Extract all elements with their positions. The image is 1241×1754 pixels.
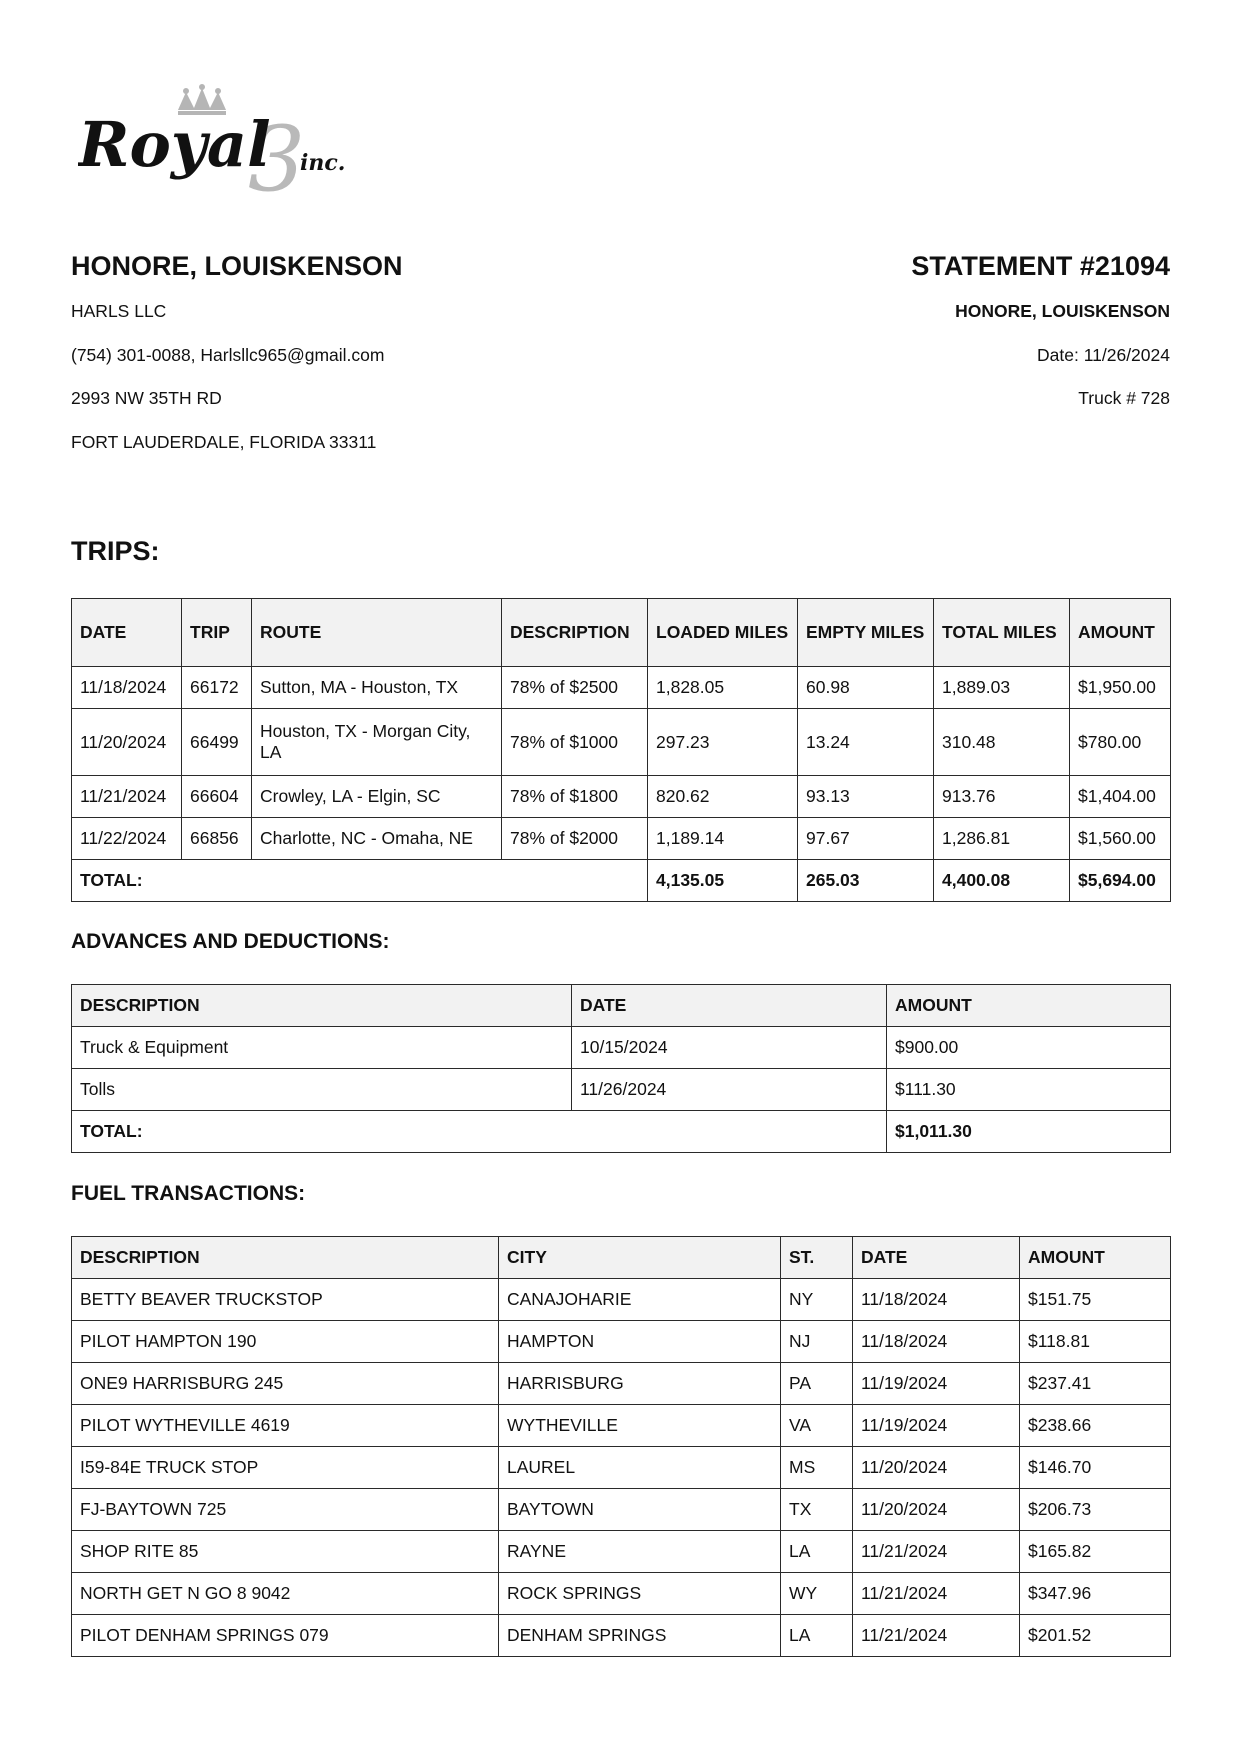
column-header: ST. — [781, 1237, 853, 1279]
table-cell: 11/21/2024 — [853, 1615, 1020, 1657]
column-header: DESCRIPTION — [502, 599, 648, 667]
table-cell: 11/18/2024 — [72, 667, 182, 709]
table-cell: Tolls — [72, 1069, 572, 1111]
column-header: EMPTY MILES — [798, 599, 934, 667]
table-cell: NJ — [781, 1321, 853, 1363]
table-cell: DENHAM SPRINGS — [499, 1615, 781, 1657]
table-cell: Charlotte, NC - Omaha, NE — [252, 818, 502, 860]
table-cell: 11/20/2024 — [853, 1447, 1020, 1489]
table-row — [72, 1615, 1171, 1657]
table-cell: Crowley, LA - Elgin, SC — [252, 776, 502, 818]
table-cell: 310.48 — [934, 709, 1070, 776]
table-cell: CANAJOHARIE — [499, 1279, 781, 1321]
table-cell: $111.30 — [887, 1069, 1171, 1111]
column-header: AMOUNT — [1070, 599, 1171, 667]
table-cell: 78% of $2500 — [502, 667, 648, 709]
advances-title: ADVANCES AND DEDUCTIONS: — [71, 930, 390, 953]
table-cell: Houston, TX - Morgan City, LA — [252, 709, 502, 776]
table-cell: 66604 — [182, 776, 252, 818]
table-header-row — [72, 985, 1171, 1027]
column-header: LOADED MILES — [648, 599, 798, 667]
statement-driver-name: HONORE, LOUISKENSON — [955, 301, 1170, 321]
table-row — [72, 1363, 1171, 1405]
table-cell: $201.52 — [1020, 1615, 1171, 1657]
table-row — [72, 709, 1171, 776]
table-cell: $165.82 — [1020, 1531, 1171, 1573]
table-cell: VA — [781, 1405, 853, 1447]
table-cell: 11/19/2024 — [853, 1363, 1020, 1405]
column-header: TRIP — [182, 599, 252, 667]
table-cell: 11/21/2024 — [853, 1531, 1020, 1573]
table-cell: TX — [781, 1489, 853, 1531]
total-label: TOTAL: — [72, 860, 648, 902]
table-cell: NORTH GET N GO 8 9042 — [72, 1573, 499, 1615]
total-empty-miles: 265.03 — [798, 860, 934, 902]
table-cell: PILOT DENHAM SPRINGS 079 — [72, 1615, 499, 1657]
table-cell: 78% of $2000 — [502, 818, 648, 860]
table-cell: $1,404.00 — [1070, 776, 1171, 818]
advances-table — [71, 984, 1171, 1153]
table-cell: $237.41 — [1020, 1363, 1171, 1405]
table-cell: 11/21/2024 — [72, 776, 182, 818]
table-cell: HARRISBURG — [499, 1363, 781, 1405]
table-row — [72, 1405, 1171, 1447]
table-cell: FJ-BAYTOWN 725 — [72, 1489, 499, 1531]
table-cell: WYTHEVILLE — [499, 1405, 781, 1447]
table-cell: 97.67 — [798, 818, 934, 860]
table-cell: 66499 — [182, 709, 252, 776]
table-cell: 1,286.81 — [934, 818, 1070, 860]
company-logo — [78, 78, 398, 198]
table-total-row — [72, 1111, 1171, 1153]
table-cell: 78% of $1000 — [502, 709, 648, 776]
table-cell: SHOP RITE 85 — [72, 1531, 499, 1573]
column-header: DATE — [72, 599, 182, 667]
table-cell: 11/18/2024 — [853, 1321, 1020, 1363]
table-row — [72, 1321, 1171, 1363]
logo-graphic — [78, 78, 398, 198]
table-cell: $151.75 — [1020, 1279, 1171, 1321]
driver-info — [71, 246, 631, 465]
address-line-1: 2993 NW 35TH RD — [71, 388, 222, 409]
table-cell: 1,889.03 — [934, 667, 1070, 709]
total-loaded-miles: 4,135.05 — [648, 860, 798, 902]
trips-title: TRIPS: — [71, 536, 160, 566]
statement-number: STATEMENT #21094 — [911, 251, 1170, 281]
table-cell: ROCK SPRINGS — [499, 1573, 781, 1615]
table-cell: 93.13 — [798, 776, 934, 818]
table-cell: LA — [781, 1531, 853, 1573]
table-cell: $118.81 — [1020, 1321, 1171, 1363]
table-cell: Truck & Equipment — [72, 1027, 572, 1069]
fuel-title: FUEL TRANSACTIONS: — [71, 1182, 306, 1205]
table-cell: BAYTOWN — [499, 1489, 781, 1531]
table-header-row — [72, 599, 1171, 667]
table-cell: 10/15/2024 — [572, 1027, 887, 1069]
table-cell: PA — [781, 1363, 853, 1405]
fuel-table — [71, 1236, 1171, 1657]
column-header: DATE — [572, 985, 887, 1027]
statement-date: Date: 11/26/2024 — [1037, 344, 1170, 365]
total-amount: $1,011.30 — [887, 1111, 1171, 1153]
table-cell: WY — [781, 1573, 853, 1615]
table-cell: 297.23 — [648, 709, 798, 776]
truck-number: Truck # 728 — [1078, 388, 1170, 409]
table-cell: 66856 — [182, 818, 252, 860]
total-miles: 4,400.08 — [934, 860, 1070, 902]
table-cell: BETTY BEAVER TRUCKSTOP — [72, 1279, 499, 1321]
column-header: DESCRIPTION — [72, 1237, 499, 1279]
table-cell: 11/19/2024 — [853, 1405, 1020, 1447]
table-cell: 78% of $1800 — [502, 776, 648, 818]
table-row — [72, 1489, 1171, 1531]
table-cell: 11/21/2024 — [853, 1573, 1020, 1615]
table-cell: 11/26/2024 — [572, 1069, 887, 1111]
table-cell: 11/20/2024 — [72, 709, 182, 776]
company-name: HARLS LLC — [71, 301, 167, 321]
table-row — [72, 776, 1171, 818]
table-cell: $206.73 — [1020, 1489, 1171, 1531]
contact-info: (754) 301-0088, Harlsllc965@gmail.com — [71, 344, 385, 365]
table-total-row — [72, 860, 1171, 902]
table-cell: $780.00 — [1070, 709, 1171, 776]
table-row — [72, 1531, 1171, 1573]
table-cell: MS — [781, 1447, 853, 1489]
table-row — [72, 1027, 1171, 1069]
table-cell: 11/22/2024 — [72, 818, 182, 860]
table-cell: NY — [781, 1279, 853, 1321]
table-row — [72, 1447, 1171, 1489]
table-cell: HAMPTON — [499, 1321, 781, 1363]
table-cell: RAYNE — [499, 1531, 781, 1573]
table-cell: $1,950.00 — [1070, 667, 1171, 709]
table-cell: 913.76 — [934, 776, 1070, 818]
column-header: ROUTE — [252, 599, 502, 667]
table-row — [72, 1069, 1171, 1111]
table-row — [72, 1279, 1171, 1321]
table-cell: PILOT WYTHEVILLE 4619 — [72, 1405, 499, 1447]
logo-numeral: 3 — [248, 107, 306, 198]
total-label: TOTAL: — [72, 1111, 887, 1153]
table-cell: Sutton, MA - Houston, TX — [252, 667, 502, 709]
table-row — [72, 1573, 1171, 1615]
address-line-2: FORT LAUDERDALE, FLORIDA 33311 — [71, 432, 377, 453]
table-cell: $900.00 — [887, 1027, 1171, 1069]
table-cell: LA — [781, 1615, 853, 1657]
column-header: AMOUNT — [1020, 1237, 1171, 1279]
column-header: TOTAL MILES — [934, 599, 1070, 667]
table-cell: 60.98 — [798, 667, 934, 709]
table-cell: $1,560.00 — [1070, 818, 1171, 860]
column-header: CITY — [499, 1237, 781, 1279]
table-cell: 1,189.14 — [648, 818, 798, 860]
table-cell: 66172 — [182, 667, 252, 709]
driver-name: HONORE, LOUISKENSON — [71, 251, 403, 281]
table-cell: $146.70 — [1020, 1447, 1171, 1489]
logo-suffix: inc. — [300, 150, 346, 176]
table-cell: I59-84E TRUCK STOP — [72, 1447, 499, 1489]
column-header: DESCRIPTION — [72, 985, 572, 1027]
table-cell: $238.66 — [1020, 1405, 1171, 1447]
column-header: AMOUNT — [887, 985, 1171, 1027]
column-header: DATE — [853, 1237, 1020, 1279]
table-header-row — [72, 1237, 1171, 1279]
trips-table — [71, 598, 1171, 902]
table-row — [72, 667, 1171, 709]
table-cell: 11/18/2024 — [853, 1279, 1020, 1321]
table-row — [72, 818, 1171, 860]
table-cell: 820.62 — [648, 776, 798, 818]
total-amount: $5,694.00 — [1070, 860, 1171, 902]
table-cell: 13.24 — [798, 709, 934, 776]
table-cell: ONE9 HARRISBURG 245 — [72, 1363, 499, 1405]
table-cell: 11/20/2024 — [853, 1489, 1020, 1531]
statement-info — [610, 246, 1170, 421]
table-cell: PILOT HAMPTON 190 — [72, 1321, 499, 1363]
table-cell: 1,828.05 — [648, 667, 798, 709]
logo-wordmark: Royal — [78, 108, 271, 181]
table-cell: $347.96 — [1020, 1573, 1171, 1615]
table-cell: LAUREL — [499, 1447, 781, 1489]
